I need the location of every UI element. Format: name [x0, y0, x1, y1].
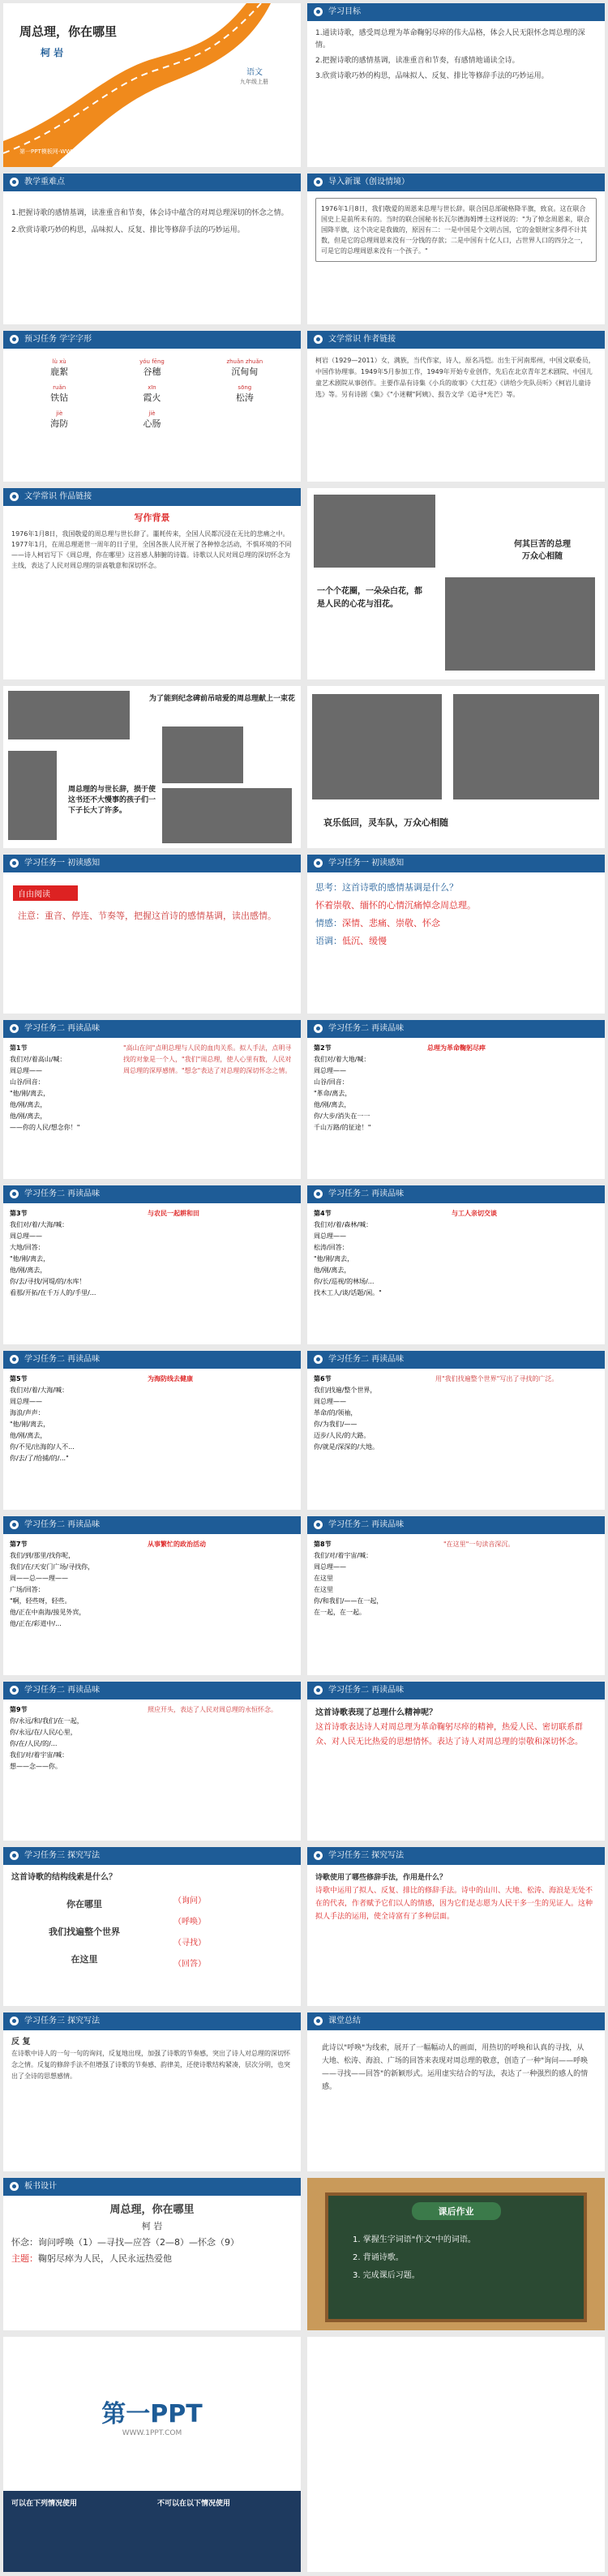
poem-line: 周总理—— [314, 1563, 346, 1571]
slide-repetition [3, 2012, 301, 2171]
caption: 万众心相随 [522, 552, 563, 561]
poem-line: 看那/开拓/在千万人的/手里/... [10, 1289, 96, 1297]
slide-header: 学习任务三 探究写法 [3, 2012, 301, 2030]
vocab-word: yóu fēng 谷穗 [139, 358, 165, 377]
poem-line: 你/大步/消失在一一 [314, 1112, 370, 1120]
poem-line: 周总理—— [10, 1067, 42, 1074]
vocab-word: jiè 海防 [50, 410, 69, 429]
poem-line: 我们对/着/大海/喊： [10, 1387, 69, 1394]
theme-line: 主题：鞠躬尽瘁为人民，人民永远热爱他 [11, 2253, 172, 2264]
poem-line: 你/和我们/——在一起， [314, 1597, 383, 1605]
poem-line: 我们对/着高山/喊： [10, 1056, 66, 1063]
poem-line: 他/刚/离去， [10, 1101, 47, 1108]
intro-box [315, 198, 597, 262]
vocab-word: xīn 霞火 [143, 384, 161, 403]
homework-item: 1. 掌握生字词语"作文"中的词语。 [353, 2235, 476, 2244]
answer: 诗歌中运用了拟人、反复、排比的修辞手法。诗中的山川、大地、松涛、海浪是无处不在的代表，作者赋予它们以人的情感，因为它们是志愿为人民干多一生的见证人。这种拟人手法的运用，使全诗富有了多种层面。 [315, 1887, 593, 1921]
photo [445, 577, 595, 671]
slide-header: 学习任务二 再读品味 [307, 1516, 605, 1534]
slide-read-2 [307, 855, 605, 1014]
slide-stanza-5 [3, 1351, 301, 1510]
poem-line: 我们/对/着宇宙/喊： [10, 1751, 69, 1759]
poem-line: "他/刚/离去， [10, 1255, 50, 1262]
background-title: 写作背景 [134, 512, 170, 523]
slide-header: 学习任务二 再读品味 [307, 1351, 605, 1369]
slide-stanza-3 [3, 1185, 301, 1344]
photo [314, 495, 435, 568]
watermark: 第一PPT模板网-WWW.1PPT.COM [19, 148, 107, 155]
speed-line: 语调：低沉、缓慢 [315, 936, 387, 946]
poem-line: 你/永远/在/人民/心里， [10, 1729, 77, 1736]
annotation-title: 总理为革命鞠躬尽瘁 [427, 1044, 486, 1052]
annotation: 用"我们找遍整个世界"写出了寻找的广泛。 [435, 1375, 559, 1382]
poem-line: "革命/离去， [314, 1090, 352, 1097]
poem-line: 我们/到/那里/找你呢， [10, 1552, 75, 1559]
question: 诗歌使用了哪些修辞手法，作用是什么？ [315, 1874, 447, 1882]
slide-header: 教学重难点 [3, 174, 301, 191]
poem-line: 你/不见/出海的/人不... [10, 1443, 75, 1451]
caption: 一个个花圈，一朵朵白花，都是人民的心花与泪花。 [317, 587, 422, 609]
text-line: 1.通读诗歌，感受周总理为革命鞠躬尽瘁的伟大品格，体会人民无限怀念周总理的深情。 [315, 29, 585, 49]
structure-label: （询问） [173, 1897, 206, 1905]
slide-intro [307, 174, 605, 324]
poem-line: 他/刚/离去， [10, 1112, 47, 1120]
poem-line: "他/刚/离去， [314, 1255, 354, 1262]
vocab-word: jiè 心肠 [143, 410, 161, 429]
structure-item: 你在哪里 [66, 1899, 102, 1909]
structure-label: （回答） [173, 1960, 206, 1969]
structure-item: 我们找遍整个世界 [49, 1927, 120, 1937]
slide-vocab [3, 331, 301, 482]
slide-header: 文学常识 作品链接 [3, 488, 301, 506]
slide-background [3, 488, 301, 679]
slide-stanza-2 [307, 1020, 605, 1179]
homework-item: 2. 背诵诗歌。 [353, 2253, 404, 2262]
question: 这首诗歌表现了总理什么精神呢？ [315, 1708, 437, 1717]
slide-header: 学习任务二 再读品味 [307, 1020, 605, 1038]
slide-photos-1 [307, 488, 605, 679]
slide-objectives [307, 3, 605, 167]
section-title: 第6节 [314, 1375, 332, 1382]
poem-line: 我们/找遍/整个世界， [314, 1387, 377, 1394]
slide-spirit [307, 1682, 605, 1841]
poem-line: 迈步/人民/的大路。 [314, 1432, 370, 1439]
slide-blank [307, 2337, 605, 2572]
board-title: 周总理，你在哪里 [109, 2204, 195, 2216]
poem-line: 广场/回答： [10, 1586, 45, 1593]
poem-line: ——你的人民/想念你！" [10, 1124, 80, 1131]
slide-header: 文学常识 作者链接 [307, 331, 605, 349]
slide-stanza-8 [307, 1516, 605, 1675]
slide-header: 学习目标 [307, 3, 605, 21]
summary-text: 此诗以"呼唤"为线索，展开了一幅幅动人的画面，用热切的呼唤和认真的寻找，从大地、松涛、海浪、广场的回答来表现对周总理的敬意，创造了一种"询问——呼唤——寻找——回答"的新颖形式。运用虚实结合的写法，表达了一种强烈的感人的情感。 [322, 2044, 589, 2091]
slide-header: 学习任务二 再读品味 [307, 1185, 605, 1203]
slide-board [3, 2178, 301, 2330]
ad-left-title: 可以在下列情况使用 [11, 2500, 78, 2508]
poem-line: 山谷/回音： [314, 1078, 349, 1086]
poem-line: 周总理—— [314, 1067, 346, 1074]
author: 柯 岩 [41, 47, 64, 58]
section-title: 第3节 [10, 1210, 28, 1217]
poem-line: 你/就是/深深的/大地。 [314, 1443, 379, 1451]
slide-header: 课堂总结 [307, 2012, 605, 2030]
answer: 怀着崇敬、缅怀的心情沉痛悼念周总理。 [315, 900, 476, 911]
section-title: 第8节 [314, 1541, 332, 1548]
poem-line: 周总理—— [314, 1398, 346, 1405]
poem-line: 他/刚/离去， [10, 1267, 47, 1274]
slide-homework [307, 2178, 605, 2330]
question: 这首诗歌的结构线索是什么？ [11, 1873, 117, 1882]
slide-header: 预习任务 学字字形 [3, 331, 301, 349]
poem-line: 在这里 [314, 1586, 333, 1593]
grade: 九年级上册 [240, 79, 268, 85]
photo [312, 694, 442, 799]
poem-line: "啊，轻些呀，轻些。 [10, 1597, 71, 1605]
slide-header: 学习任务二 再读品味 [3, 1516, 301, 1534]
vocab-word: ruǎn 铁钻 [50, 384, 69, 403]
annotation: 照应开头，表达了人民对周总理的永恒怀念。 [148, 1706, 277, 1713]
poem-line: "他/刚/离去， [10, 1090, 50, 1097]
slide-photos-3 [307, 686, 605, 848]
slide-header: 学习任务二 再读品味 [3, 1185, 301, 1203]
poem-line: 周——总——理—— [10, 1575, 68, 1582]
poem-line: 他/正在/彩道中/... [10, 1620, 62, 1627]
section-title: 第1节 [10, 1044, 28, 1052]
slide-author [307, 331, 605, 482]
poem-line: 松涛/回答： [314, 1244, 349, 1251]
poem-line: 周总理—— [10, 1232, 42, 1240]
slide-stanza-7 [3, 1516, 301, 1675]
poem-line: 我们对/着大地/喊： [314, 1056, 370, 1063]
poem-line: 你/为我们/—— [314, 1421, 358, 1428]
text-line: 2.把握诗歌的感情基调，读准重音和节奏，有感情地诵读全诗。 [315, 57, 520, 65]
slide-header: 板书设计 [3, 2178, 301, 2196]
poem-line: 找木工人/谈/话题/闲。" [314, 1289, 382, 1297]
homework-title: 课后作业 [412, 2202, 501, 2220]
section-title: 第9节 [10, 1706, 28, 1713]
author-text: 柯岩（1929—2011）女，满族，当代作家，诗人，原名冯恺。出生于河南郑州，中国文联委员，中国作协理事。1949年5月参加工作，1949年开始专业创作，先后在北京青年艺术剧院、中国儿童艺术剧院从事创作。主要作品有诗集《小兵的故事》《大红花》《讲给少先队员听》《柯岩儿童诗选》等。另有诗剧《集》《"小迷糊"阿姨》、报告文学《追寻*光芒》等。 [315, 357, 595, 398]
slide-read-1 [3, 855, 301, 1014]
poem-line: 在一起，在一起。 [314, 1609, 366, 1616]
slide-ad [3, 2337, 301, 2572]
section-title: 第5节 [10, 1375, 28, 1382]
poem-line: 山谷/回音： [10, 1078, 45, 1086]
poem-line: 周总理—— [10, 1398, 42, 1405]
poem-line: 他/刚/离去， [314, 1267, 351, 1274]
section-title: 反 复 [11, 2038, 31, 2047]
title-slide [3, 3, 301, 167]
poem-line: 他/刚/离去， [314, 1101, 351, 1108]
poem-line: 他/刚/离去， [10, 1432, 47, 1439]
tone-line: 情感：深情、悲痛、崇敬、怀念 [315, 918, 440, 928]
slide-header: 学习任务一 初读感知 [3, 855, 301, 872]
structure-label: （呼唤） [173, 1918, 206, 1927]
poem-line: 周总理—— [314, 1232, 346, 1240]
logo-url: WWW.1PPT.COM [122, 2429, 182, 2437]
structure-label: （寻找） [173, 1939, 206, 1948]
text-line: 3.欣赏诗歌巧妙的构思，品味拟人、反复、排比等修辞手法的巧妙运用。 [315, 72, 549, 80]
slide-header: 学习任务三 探究写法 [3, 1847, 301, 1865]
slide-header: 导入新课（创设情境） [307, 174, 605, 191]
poem-line: 我们对/着/大海/喊： [10, 1221, 69, 1228]
photo [162, 727, 243, 783]
homework-item: 3. 完成课后习题。 [353, 2271, 420, 2280]
banner: 自由阅读 [13, 885, 78, 901]
answer: 这首诗歌表达诗人对周总理为革命鞠躬尽瘁的精神，热爱人民、密切联系群众、对人民无比热爱的思想情怀。表达了诗人对周总理的崇敬和深切怀念。 [315, 1723, 583, 1747]
caption: 何其巨苦的总理 [514, 540, 571, 549]
slide-difficulty [3, 174, 301, 324]
body-text: 在诗歌中诗人的一句一句的询问，反复地出现，加强了诗歌的节奏感，突出了诗人对总理的深切怀念之情。反复的修辞手法不但增强了诗歌的节奏感、韵律美，还使诗歌结构紧凑，层次分明，也突出了全诗的思想感情。 [11, 2050, 290, 2080]
slide-header: 学习任务二 再读品味 [307, 1682, 605, 1699]
caption: 周总理的与世长辞，损于使这书还不大慢事的孩子们一下子长大了许多。 [68, 786, 156, 815]
slide-header: 学习任务二 再读品味 [3, 1020, 301, 1038]
structure-item: 在这里 [71, 1954, 98, 1965]
section-title: 第4节 [314, 1210, 332, 1217]
slide-stanza-6 [307, 1351, 605, 1510]
annotation: "高山在问"点明总理与人民的血肉关系。拟人手法，点明寻找的对象是一个人，"我们"周总理，使人心里有数，人民对周总理的深厚感情。"想念"表达了对总理的深切怀念之情。 [123, 1044, 292, 1074]
board-author: 柯 岩 [141, 2221, 163, 2231]
poem-line: 革命/的/领袖， [314, 1409, 358, 1417]
vocab-word: sōng 松涛 [235, 384, 254, 403]
photo [8, 751, 57, 840]
poem-line: 大地/回答： [10, 1244, 45, 1251]
text-line: 2.欣赏诗歌巧妙的构思，品味拟人、反复、排比等修辞手法的巧妙运用。 [11, 226, 245, 234]
slide-header: 学习任务二 再读品味 [3, 1682, 301, 1699]
annotation-title: 为海防线去健康 [148, 1375, 193, 1382]
intro-text: 1976年1月8日，我们敬爱的周恩来总理与世长辞。联合国总部破格降半旗，致哀。这在联合国史上是前所未有的。当时的联合国秘书长瓦尔德海姆博士这样说的："为了悼念周恩来，联合国降半旗，这个决定是我做的，原因有二：一是中国是个文明古国，它的金银财宝多得不计其数，但是它的总理周恩来没有一分钱的存款；二是中国有十亿人口，占世界人口的四分之一，可是它的总理周恩来没有一个孩子。" [321, 205, 590, 255]
caption: 为了能到纪念碑前吊唁爱的周总理献上一束花 [149, 695, 296, 703]
slide-title: 周总理，你在哪里 [19, 24, 118, 39]
slide-header: 学习任务一 初读感知 [307, 855, 605, 872]
annotation-title: 与农民一起耕和田 [148, 1210, 199, 1217]
text-line: 1.把握诗歌的感情基调，读准重音和节奏，体会诗中蕴含的对周总理深切的怀念之情。 [11, 209, 289, 217]
vocab-word: lù xù 鹿絮 [50, 358, 69, 377]
poem-line: 你/长/巡视/的林场/... [314, 1278, 375, 1285]
slide-header: 学习任务三 探究写法 [307, 1847, 605, 1865]
instruction: 注意：重音、停连、节奏等，把握这首诗的感情基调，读出感情。 [18, 911, 276, 921]
photo [453, 694, 599, 799]
slide-stanza-9 [3, 1682, 301, 1841]
vocab-word: zhuǎn zhuǎn 沉甸甸 [226, 358, 263, 377]
poem-line: 我们/对/着宇宙/喊： [314, 1552, 373, 1559]
slide-structure [3, 1847, 301, 2006]
poem-line: "他/刚/离去， [10, 1421, 50, 1428]
ad-right-title: 不可以在以下情况使用 [157, 2500, 231, 2508]
annotation-title: 与工人亲切交谈 [452, 1210, 497, 1217]
poem-line: 你/在/人民/的/... [10, 1740, 58, 1747]
annotation: "在这里"一句读音深沉。 [443, 1541, 515, 1548]
poem-line: 我们/在/天安门广场/寻找你， [10, 1563, 95, 1571]
slide-stanza-1 [3, 1020, 301, 1179]
logo: 第一PPT [101, 2400, 203, 2428]
poem-line: 你/永远/和/我们/在一起， [10, 1717, 83, 1725]
slide-photos-2 [3, 686, 301, 848]
photo [162, 788, 292, 843]
poem-line: 你/去/了/给捕/的/..." [10, 1455, 69, 1462]
slide-header: 学习任务二 再读品味 [3, 1351, 301, 1369]
subject: 语文 [246, 68, 263, 77]
section-title: 第7节 [10, 1541, 28, 1548]
annotation-title: 从事繁忙的政治活动 [148, 1541, 206, 1548]
caption: 哀乐低回，灵车队，万众心相随 [323, 817, 448, 828]
poem-line: 千山万路/的征途！" [314, 1124, 371, 1131]
background-text: 1976年1月8日，我国敬爱的周总理与世长辞了。噩耗传来，全国人民都沉浸在无比的悲痛之中。1977年1月，在周总理逝世一周年的日子里，全国各族人民开展了各种悼念活动，不惧环境的不同——诗人柯岩写下《周总理，你在哪里》这首感人肺腑的诗篇。诗歌以人民对周总理的深切怀念为主线，表达了人民对周总理的崇高敬意和深切怀念。 [11, 530, 292, 569]
poem-line: 在这里 [314, 1575, 333, 1582]
poem-line: 我们对/着/森林/喊： [314, 1221, 373, 1228]
question: 思考：这首诗歌的感情基调是什么？ [315, 882, 458, 893]
poem-line: 海浪/声声： [10, 1409, 45, 1417]
slide-summary [307, 2012, 605, 2171]
section-title: 第2节 [314, 1044, 332, 1052]
poem-line: 他/正在中南海/接见外宾， [10, 1609, 86, 1616]
slide-stanza-4 [307, 1185, 605, 1344]
photo [8, 691, 130, 739]
slide-rhetoric [307, 1847, 605, 2006]
poem-line: 想——念——你。 [10, 1763, 62, 1770]
board-line: 怀念：询问呼唤（1）—寻找—应答（2—8）—怀念（9） [11, 2237, 239, 2248]
poem-line: 你/去/寻找/河堤/的/水库！ [10, 1278, 86, 1285]
